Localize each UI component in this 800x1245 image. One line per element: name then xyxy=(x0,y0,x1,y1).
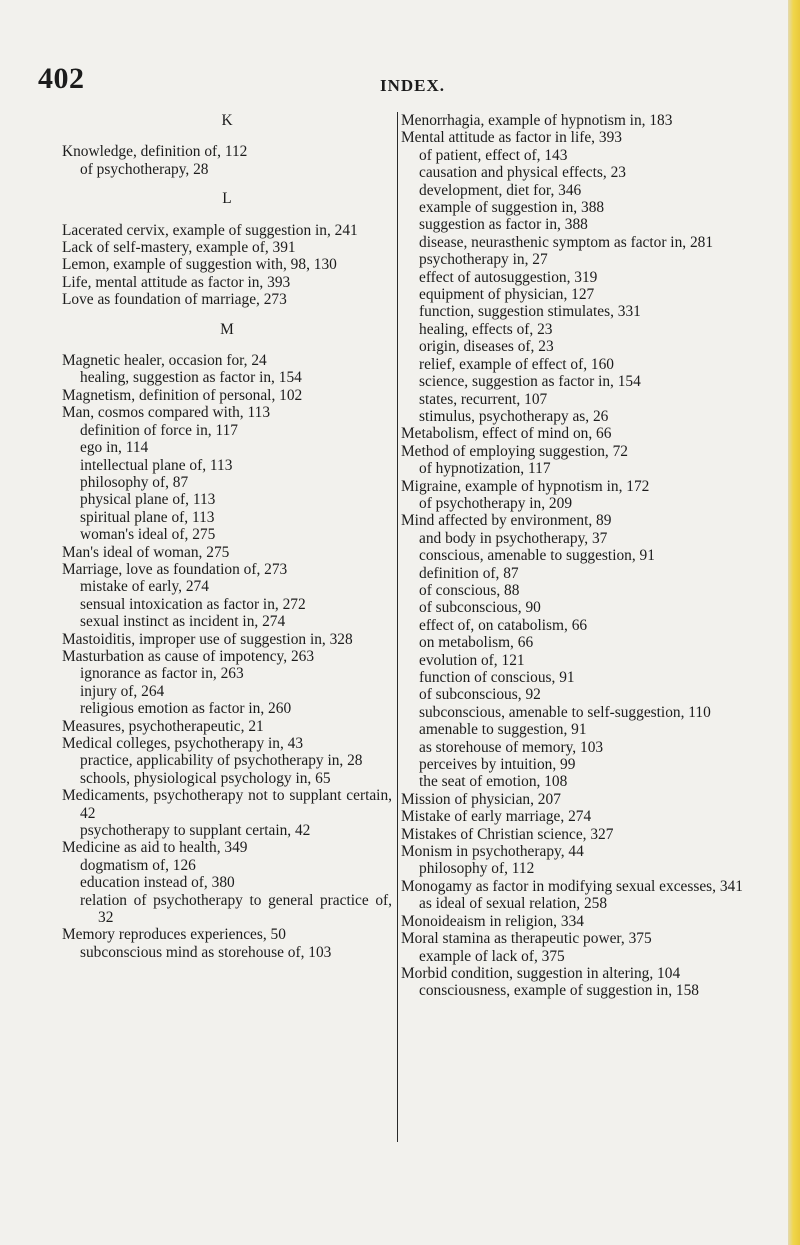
index-subentry: perceives by intuition, 99 xyxy=(419,756,576,774)
index-entry: Man, cosmos compared with, 113 xyxy=(62,404,271,422)
index-subentry: on metabolism, 66 xyxy=(419,634,534,652)
index-subentry: the seat of emotion, 108 xyxy=(419,773,568,791)
index-subentry: effect of autosuggestion, 319 xyxy=(419,268,598,286)
index-subentry: sexual instinct as incident in, 274 xyxy=(80,613,286,631)
index-subentry: equipment of physician, 127 xyxy=(419,286,595,304)
index-subentry: states, recurrent, 107 xyxy=(419,390,548,408)
index-entry: Medicaments, psychotherapy not to supplant certain, 42 xyxy=(62,787,392,822)
index-entry: Masturbation as cause of impotency, 263 xyxy=(62,647,315,665)
index-subentry: effect of, on catabolism, 66 xyxy=(419,616,588,634)
index-subentry: spiritual plane of, 113 xyxy=(80,508,215,526)
index-subentry: physical plane of, 113 xyxy=(80,491,216,509)
index-subentry: definition of, 87 xyxy=(419,564,519,582)
index-subentry: relief, example of effect of, 160 xyxy=(419,355,614,373)
index-subentry: function of conscious, 91 xyxy=(419,669,575,686)
index-section-letter: K xyxy=(221,112,233,129)
index-entry: Knowledge, definition of, 112 xyxy=(62,143,248,161)
index-entry: Menorrhagia, example of hypnotism in, 183 xyxy=(401,112,673,129)
index-section-letter: M xyxy=(220,320,234,338)
index-subentry: disease, neurasthenic symptom as factor in, 281 xyxy=(419,233,714,251)
index-entry: Magnetism, definition of personal, 102 xyxy=(62,386,303,404)
index-entry: Metabolism, effect of mind on, 66 xyxy=(401,425,612,443)
index-subentry: religious emotion as factor in, 260 xyxy=(80,700,292,718)
page-number: 402 xyxy=(38,62,85,95)
index-subentry: ego in, 114 xyxy=(80,439,149,457)
index-subentry: definition of force in, 117 xyxy=(80,421,238,439)
index-subentry: woman's ideal of, 275 xyxy=(80,526,216,544)
index-subentry: suggestion as factor in, 388 xyxy=(419,216,588,234)
index-subentry: stimulus, psychotherapy as, 26 xyxy=(419,407,609,425)
index-subentry: relation of psychotherapy to general practice of, 32 xyxy=(80,891,392,927)
index-entry: Mind affected by environment, 89 xyxy=(401,512,612,530)
index-entry: Lacerated cervix, example of suggestion in, 241 xyxy=(62,221,358,239)
index-entry: Lack of self-mastery, example of, 391 xyxy=(62,239,296,257)
index-entry: Man's ideal of woman, 275 xyxy=(62,543,230,561)
index-subentry: of conscious, 88 xyxy=(419,581,520,599)
index-entry: Monogamy as factor in modifying sexual excesses, 341 xyxy=(401,877,743,895)
index-subentry: education instead of, 380 xyxy=(80,874,235,892)
index-entry: Medical colleges, psychotherapy in, 43 xyxy=(62,735,304,752)
index-subentry: origin, diseases of, 23 xyxy=(419,338,554,356)
index-subentry: of psychotherapy in, 209 xyxy=(419,494,573,512)
index-subentry: intellectual plane of, 113 xyxy=(80,456,233,474)
index-entry: Moral stamina as therapeutic power, 375 xyxy=(401,930,652,948)
index-entry: Mission of physician, 207 xyxy=(401,790,561,808)
index-subentry: practice, applicability of psychotherapy in, 28 xyxy=(80,752,363,770)
index-entry: Morbid condition, suggestion in altering, 104 xyxy=(401,964,681,982)
index-entry: Magnetic healer, occasion for, 24 xyxy=(62,352,267,370)
index-subentry: of psychotherapy, 28 xyxy=(80,160,209,178)
index-subentry: subconscious, amenable to self-suggestion, 110 xyxy=(419,703,711,721)
index-subentry: amenable to suggestion, 91 xyxy=(419,721,587,739)
index-subentry: subconscious mind as storehouse of, 103 xyxy=(80,943,332,961)
index-entry: Monoideaism in religion, 334 xyxy=(401,912,584,930)
index-subentry: and body in psychotherapy, 37 xyxy=(419,529,608,547)
index-subentry: conscious, amenable to suggestion, 91 xyxy=(419,547,655,565)
page-edge xyxy=(788,0,800,1245)
index-entry: Method of employing suggestion, 72 xyxy=(401,442,628,460)
index-subentry: sensual intoxication as factor in, 272 xyxy=(80,595,306,613)
page-header xyxy=(0,62,800,102)
index-subentry: injury of, 264 xyxy=(80,682,165,700)
index-subentry: development, diet for, 346 xyxy=(419,181,582,199)
index-subentry: as ideal of sexual relation, 258 xyxy=(419,895,608,913)
index-subentry: function, suggestion stimulates, 331 xyxy=(419,303,641,321)
page-title: INDEX. xyxy=(380,76,446,95)
index-subentry: of subconscious, 92 xyxy=(419,686,541,704)
index-entry: Mastoiditis, improper use of suggestion in, 328 xyxy=(62,630,353,648)
index-subentry: psychotherapy in, 27 xyxy=(419,251,548,269)
index-subentry: mistake of early, 274 xyxy=(80,578,209,596)
index-subentry: philosophy of, 87 xyxy=(80,473,189,491)
index-entry: Marriage, love as foundation of, 273 xyxy=(62,560,288,578)
index-subentry: psychotherapy to supplant certain, 42 xyxy=(80,822,311,840)
index-entry: Love as foundation of marriage, 273 xyxy=(62,291,287,309)
index-subentry: evolution of, 121 xyxy=(419,651,525,669)
index-entry: Monism in psychotherapy, 44 xyxy=(401,843,584,861)
index-subentry: ignorance as factor in, 263 xyxy=(80,665,244,683)
index-subentry: example of suggestion in, 388 xyxy=(419,199,605,217)
index-section-letter: L xyxy=(222,190,232,208)
index-subentry: example of lack of, 375 xyxy=(419,947,565,965)
index-subentry: of subconscious, 90 xyxy=(419,599,541,617)
index-subentry: as storehouse of memory, 103 xyxy=(419,738,604,756)
index-subentry: causation and physical effects, 23 xyxy=(419,164,626,182)
index-subentry: philosophy of, 112 xyxy=(419,860,535,878)
index-entry: Memory reproduces experiences, 50 xyxy=(62,926,286,944)
index-subentry: healing, suggestion as factor in, 154 xyxy=(80,369,302,387)
index-entry: Migraine, example of hypnotism in, 172 xyxy=(401,477,650,495)
index-subentry: consciousness, example of suggestion in, 158 xyxy=(419,982,699,1000)
index-column-right xyxy=(401,112,756,1000)
index-entry: Mental attitude as factor in life, 393 xyxy=(401,129,622,147)
index-entry: Lemon, example of suggestion with, 98, 130 xyxy=(62,256,337,274)
index-entry: Medicine as aid to health, 349 xyxy=(62,839,248,857)
index-subentry: science, suggestion as factor in, 154 xyxy=(419,373,641,391)
index-subentry: of patient, effect of, 143 xyxy=(419,146,568,164)
index-entry: Mistakes of Christian science, 327 xyxy=(401,825,614,843)
index-entry: Mistake of early marriage, 274 xyxy=(401,808,592,826)
column-divider xyxy=(397,112,398,1142)
index-subentry: healing, effects of, 23 xyxy=(419,320,553,338)
index-entry: Measures, psychotherapeutic, 21 xyxy=(62,717,264,735)
index-subentry: of hypnotization, 117 xyxy=(419,460,551,478)
index-subentry: dogmatism of, 126 xyxy=(80,856,196,874)
index-subentry: schools, physiological psychology in, 65 xyxy=(80,769,331,787)
index-entry: Life, mental attitude as factor in, 393 xyxy=(62,273,291,291)
index-column-left xyxy=(62,112,392,961)
